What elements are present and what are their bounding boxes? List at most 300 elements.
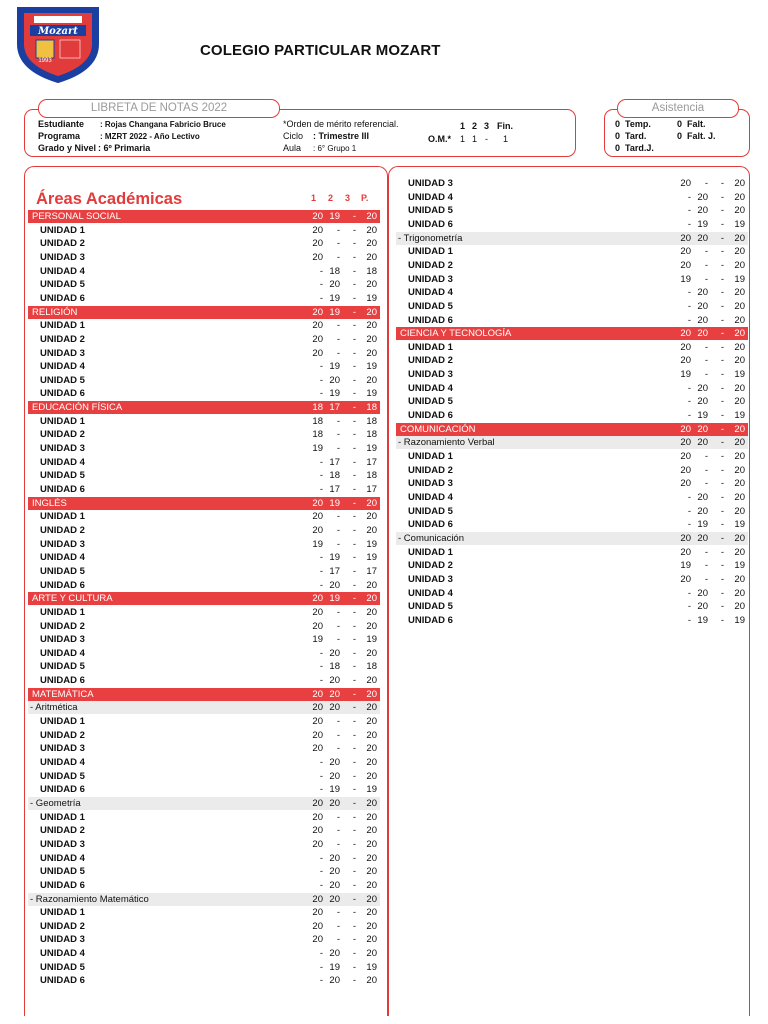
grade-t2: 19 [697,218,708,230]
unit-row [28,456,380,469]
grade-t3: - [352,647,356,659]
unit-row [28,538,380,551]
grade-t2: 17 [329,565,340,577]
row-label: - Aritmética [30,702,78,714]
grade-t1: - [687,396,691,408]
grade-t3: - [352,716,356,728]
row-label: UNIDAD 2 [408,259,453,271]
grade-t2: - [704,573,708,585]
unit-row [28,715,380,728]
unit-row [28,606,380,619]
grade-t3: - [720,410,724,422]
grade-t3: - [352,579,356,591]
grade-t3: - [352,702,356,714]
grade-t2: 20 [329,374,340,386]
row-label: UNIDAD 4 [40,757,85,768]
grade-t2: - [704,341,708,353]
grade-t1: 20 [312,920,323,932]
grade-t3: - [352,429,356,441]
grade-t1: - [687,314,691,326]
school-logo [14,4,102,84]
row-label: UNIDAD 1 [40,320,85,332]
grade-t1: - [319,265,323,277]
grade-t1: - [319,852,323,864]
grade-t2: 20 [697,587,708,599]
grade-final: 20 [366,320,377,332]
grade-t3: - [352,825,356,837]
grade-t1: 20 [312,893,323,905]
grade-t1: 19 [312,443,323,455]
om-header-2: 2 [472,121,478,131]
grade-t1: 20 [680,478,691,490]
grade-t3: - [352,484,356,495]
grade-t2: 18 [329,265,340,277]
grade-t3: - [352,306,356,318]
unit-row [396,505,748,518]
unit-row [28,551,380,564]
grade-final: 19 [734,218,745,230]
row-label: UNIDAD 1 [40,511,85,523]
row-label: UNIDAD 6 [408,218,453,230]
unit-row [28,770,380,783]
logo-text: Mozart [38,26,78,37]
grade-t1: - [687,587,691,599]
unit-row [28,428,380,441]
row-label: UNIDAD 2 [40,825,85,837]
grade-t2: - [336,838,340,850]
grade-t2: 20 [697,437,708,449]
grade-t2: - [336,716,340,728]
grade-t1: 20 [680,178,691,189]
grade-t3: - [352,675,356,687]
unit-row [28,442,380,455]
grade-final: 19 [366,784,377,796]
grade-final: 20 [366,757,377,768]
grade-t1: 20 [680,259,691,271]
grade-t3: - [352,265,356,277]
unit-row [396,245,748,258]
grade-t3: - [352,292,356,304]
grade-final: 19 [366,961,377,973]
grade-t2: 19 [697,614,708,626]
unit-row [28,415,380,428]
unit-row [28,347,380,360]
grade-final: 18 [366,402,377,414]
grade-final: 18 [366,429,377,441]
unit-row [28,251,380,264]
grade-final: 19 [734,614,745,626]
grade-t1: 18 [312,429,323,441]
unit-row [396,409,748,422]
grade-t2: 19 [697,519,708,531]
row-label: UNIDAD 4 [408,382,453,394]
row-label: PERSONAL SOCIAL [32,211,121,222]
grade-final: 20 [366,306,377,318]
row-label: UNIDAD 3 [408,573,453,585]
om-value-3: - [485,134,488,144]
om-header-1: 1 [460,121,466,131]
unit-row [396,573,748,586]
grade-t1: 18 [312,402,323,414]
grade-t2: - [704,478,708,490]
grade-t1: 20 [312,907,323,919]
grade-final: 20 [734,396,745,408]
grade-t3: - [720,259,724,271]
estudiante-label: Estudiante [38,119,85,129]
unit-row [28,824,380,837]
grade-t1: 20 [312,934,323,946]
unit-row [396,218,748,231]
grade-t1: 20 [680,532,691,544]
grade-final: 20 [366,675,377,687]
unit-row [28,811,380,824]
row-label: UNIDAD 5 [40,961,85,973]
grade-t2: 19 [329,784,340,796]
grade-final: 20 [366,716,377,728]
grade-t1: 20 [312,211,323,222]
unit-row [28,224,380,237]
row-label: COMUNICACIÓN [400,423,476,435]
unit-row [28,674,380,687]
grade-final: 19 [366,292,377,304]
grade-final: 18 [366,470,377,482]
grade-t2: 20 [697,300,708,312]
unit-row [396,191,748,204]
grade-t3: - [352,838,356,850]
row-label: UNIDAD 6 [40,579,85,591]
row-label: UNIDAD 3 [40,934,85,946]
grade-t2: 20 [329,797,340,809]
grade-t2: 18 [329,661,340,673]
grade-t3: - [352,333,356,345]
row-label: UNIDAD 5 [408,601,453,613]
unit-row [28,278,380,291]
grade-t1: - [687,519,691,531]
grade-t1: 20 [312,838,323,850]
grade-t3: - [720,369,724,381]
grade-final: 17 [366,565,377,577]
grade-final: 20 [366,374,377,386]
grade-t2: 17 [329,456,340,468]
unit-row [396,464,748,477]
grade-t1: - [687,614,691,626]
row-label: UNIDAD 5 [40,470,85,482]
grade-t3: - [720,587,724,599]
grade-t1: - [319,770,323,782]
grade-t2: 20 [697,505,708,517]
row-label: UNIDAD 3 [40,634,85,646]
grade-t2: - [704,560,708,572]
row-label: UNIDAD 4 [40,456,85,468]
unit-row [396,600,748,613]
unit-row [28,620,380,633]
row-label: - Razonamiento Matemático [30,893,149,905]
grade-final: 18 [366,265,377,277]
grade-t3: - [352,729,356,741]
grade-t2: - [704,273,708,285]
estudiante-value: : Rojas Changana Fabricio Bruce [100,120,226,129]
grade-t3: - [720,451,724,462]
grade-final: 17 [366,456,377,468]
grade-t1: - [687,205,691,217]
grade-t2: 20 [697,191,708,203]
grade-t2: 17 [329,402,340,414]
grade-final: 20 [734,259,745,271]
grade-t3: - [352,211,356,222]
unit-row [28,729,380,742]
unit-row [28,838,380,851]
grade-t2: - [336,238,340,250]
grade-t1: 20 [680,355,691,367]
grade-t2: 20 [697,205,708,217]
row-label: UNIDAD 5 [408,505,453,517]
asistencia-faltj-value: 0 [677,131,683,141]
area-row [28,306,380,319]
unit-row [28,865,380,878]
asistencia-title: Asistencia [617,99,739,118]
grade-t2: - [704,246,708,258]
grade-t3: - [720,300,724,312]
unit-row [396,587,748,600]
grade-t2: - [704,259,708,271]
grade-t2: - [704,178,708,189]
row-label: UNIDAD 1 [40,907,85,919]
row-label: UNIDAD 1 [408,246,453,258]
row-label: UNIDAD 4 [40,265,85,277]
grade-t2: - [336,524,340,536]
grade-t1: - [687,491,691,503]
grade-t1: 20 [312,224,323,236]
grade-t1: 20 [312,511,323,523]
grade-t3: - [720,232,724,244]
grade-t1: 20 [312,238,323,250]
unit-row [28,647,380,660]
subarea-row [28,701,380,714]
subarea-row [28,797,380,810]
area-row [28,401,380,414]
unit-row [396,395,748,408]
grade-t3: - [720,178,724,189]
asistencia-falt-value: 0 [677,119,683,129]
grade-t3: - [720,560,724,572]
row-label: UNIDAD 4 [40,552,85,564]
row-label: - Geometría [30,797,81,809]
grade-t1: 20 [680,328,691,340]
grade-t2: - [704,464,708,476]
grade-t2: 20 [697,232,708,244]
grade-t3: - [352,634,356,646]
grade-final: 20 [734,573,745,585]
row-label: UNIDAD 6 [40,292,85,304]
grade-t1: 20 [312,593,323,605]
grade-t2: 20 [697,328,708,340]
grade-t1: 20 [312,729,323,741]
grade-t2: 19 [329,361,340,373]
grade-t3: - [352,224,356,236]
grade-t1: - [319,948,323,960]
grade-t1: - [319,374,323,386]
grade-t3: - [352,565,356,577]
grade-t3: - [352,893,356,905]
row-label: UNIDAD 2 [40,524,85,536]
unit-row [396,259,748,272]
grade-t1: - [319,361,323,373]
row-label: UNIDAD 1 [40,606,85,618]
grade-t3: - [352,688,356,700]
grade-t1: 20 [680,451,691,462]
grade-t2: 20 [697,314,708,326]
grade-t2: 20 [329,866,340,878]
row-label: RELIGIÓN [32,306,78,318]
area-row [28,592,380,605]
grade-t3: - [352,879,356,891]
grade-t3: - [720,355,724,367]
grade-t1: - [319,647,323,659]
unit-row [28,237,380,250]
grade-t2: - [336,634,340,646]
ciclo-label: Ciclo [283,131,304,141]
row-label: UNIDAD 5 [408,396,453,408]
grade-t2: - [336,620,340,632]
unit-row [28,783,380,796]
grado-value: : 6º Primaria [98,143,151,153]
grade-t2: 20 [329,279,340,291]
asistencia-temp-label: Temp. [625,119,651,129]
grade-final: 20 [734,491,745,503]
om-label: O.M.* [428,134,452,144]
grade-t2: - [336,224,340,236]
unit-row [28,974,380,987]
grade-t3: - [352,907,356,919]
grade-final: 19 [366,552,377,564]
grade-final: 20 [734,478,745,490]
row-label: UNIDAD 3 [40,838,85,850]
subarea-row [396,232,748,245]
grade-t2: 18 [329,470,340,482]
grade-t2: 20 [329,770,340,782]
grade-t1: - [687,505,691,517]
grade-t3: - [352,866,356,878]
grade-t3: - [720,437,724,449]
grade-t2: 19 [329,961,340,973]
row-label: UNIDAD 3 [40,347,85,359]
grade-t1: 20 [680,232,691,244]
row-label: UNIDAD 4 [40,852,85,864]
grade-final: 20 [366,524,377,536]
row-label: UNIDAD 2 [408,464,453,476]
grade-t3: - [352,456,356,468]
unit-row [28,265,380,278]
row-label: UNIDAD 5 [40,374,85,386]
row-label: UNIDAD 5 [40,770,85,782]
grade-t3: - [352,811,356,823]
grade-t2: 20 [697,382,708,394]
grade-t1: - [687,300,691,312]
grade-t2: - [704,369,708,381]
grade-t2: - [336,333,340,345]
areas-col-2: 2 [328,193,334,203]
grade-t1: - [319,292,323,304]
row-label: UNIDAD 2 [408,355,453,367]
grade-t2: 19 [329,292,340,304]
grade-t2: - [336,606,340,618]
grade-t1: 20 [312,743,323,755]
row-label: UNIDAD 4 [40,647,85,659]
grade-t1: - [687,191,691,203]
subarea-row [396,436,748,449]
unit-row [28,961,380,974]
grade-t2: - [336,538,340,550]
grade-t2: 20 [697,396,708,408]
grade-final: 20 [366,934,377,946]
grade-t2: 19 [329,497,340,509]
grade-t1: 20 [312,620,323,632]
row-label: UNIDAD 2 [40,238,85,250]
grade-t2: - [336,743,340,755]
grade-final: 19 [366,361,377,373]
grade-t3: - [720,273,724,285]
row-label: UNIDAD 6 [40,879,85,891]
grade-final: 20 [734,505,745,517]
om-header-fin: Fin. [497,121,513,131]
aula-value: : 6° Grupo 1 [313,144,357,153]
grade-final: 20 [366,497,377,509]
grade-t2: 20 [329,852,340,864]
row-label: UNIDAD 1 [40,811,85,823]
grade-t2: 20 [329,579,340,591]
row-label: UNIDAD 6 [408,314,453,326]
grade-t2: - [704,546,708,558]
grade-final: 20 [366,770,377,782]
unit-row [396,354,748,367]
grade-t1: - [319,675,323,687]
grade-final: 20 [366,224,377,236]
grade-t2: - [336,429,340,441]
grade-t2: 20 [329,975,340,987]
unit-row [28,742,380,755]
grade-t1: 20 [312,702,323,714]
grade-t1: - [687,601,691,613]
grade-t3: - [720,423,724,435]
programa-label: Programa [38,131,81,141]
unit-row [396,450,748,463]
unit-row [28,660,380,673]
orden-merito-label: *Orden de mérito referencial. [283,119,399,129]
grade-final: 20 [366,907,377,919]
grade-t1: 20 [312,497,323,509]
grade-final: 20 [366,238,377,250]
row-label: UNIDAD 5 [40,661,85,673]
unit-row [396,314,748,327]
asistencia-faltj-label: Falt. J. [687,131,716,141]
grade-t2: - [336,825,340,837]
unit-row [396,286,748,299]
grade-t3: - [720,573,724,585]
row-label: UNIDAD 5 [40,279,85,291]
grade-t3: - [720,205,724,217]
grade-final: 20 [734,300,745,312]
grade-t3: - [352,770,356,782]
grado-label: Grado y Nivel [38,143,97,153]
grade-t1: - [319,470,323,482]
grade-final: 20 [734,587,745,599]
grade-final: 20 [734,178,745,189]
unit-row [28,906,380,919]
unit-row [28,524,380,537]
grade-final: 20 [734,464,745,476]
grade-final: 20 [734,246,745,258]
grade-t3: - [720,218,724,230]
